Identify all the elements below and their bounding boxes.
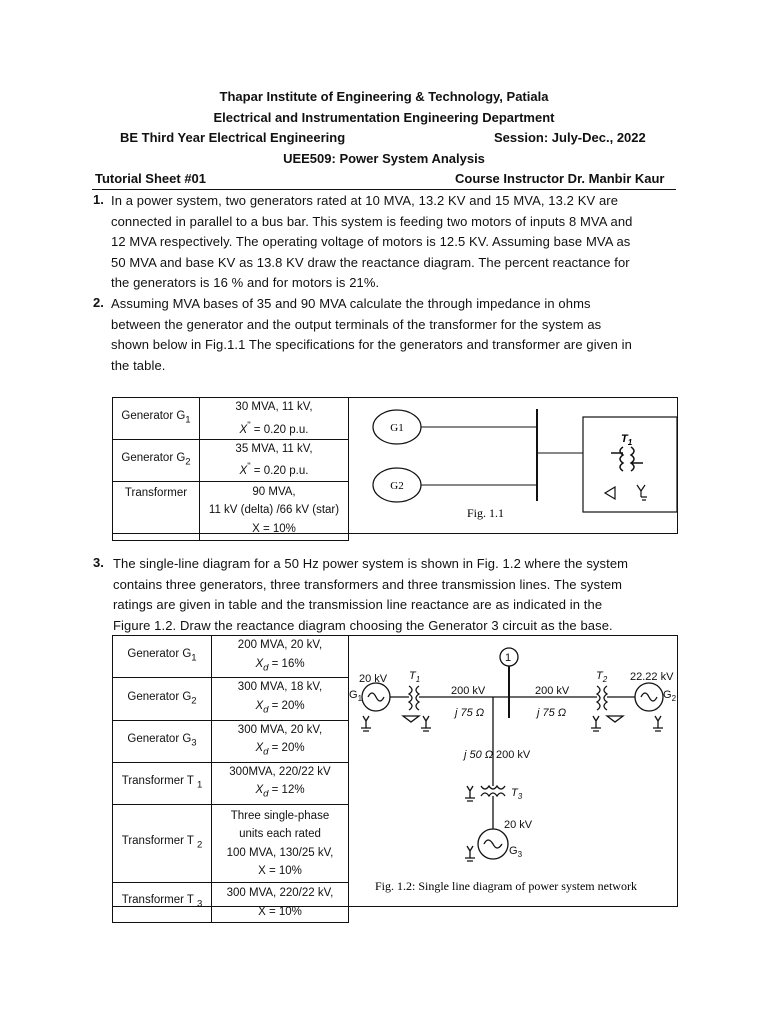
g3-kv-label: 20 kV [504, 819, 533, 831]
g1-kv-label: 20 kV [359, 673, 388, 685]
fig-1-2-diagram [349, 636, 677, 906]
t1-secondary [416, 686, 419, 710]
table2-row-t2-name: Transformer T $_2$ [113, 805, 212, 883]
line-down-kv-label: 200 kV [496, 749, 531, 761]
g1-ground [361, 716, 371, 731]
table2-row-t1-spec: 300MVA, 220/22 kV $X_d = 12\%$ [212, 762, 349, 804]
question-2-number: 2. [93, 295, 104, 310]
g2-ground [653, 716, 663, 731]
table2-row-g2-name: Generator $G_2$ [113, 678, 212, 720]
course-title: UEE509: Power System Analysis [283, 151, 485, 166]
spec-table-2 [112, 635, 349, 923]
star-ground-symbol [637, 485, 647, 500]
t2-primary [597, 686, 600, 710]
t2-ground [591, 716, 601, 731]
t1-label: $T_1$ [621, 433, 633, 447]
g3-sine [484, 840, 502, 848]
question-3-number: 3. [93, 555, 104, 570]
year-label: BE Third Year Electrical Engineering [120, 130, 346, 145]
table2-row-g2-spec: 300 MVA, 18 kV, $X_d = 20\%$ [212, 678, 349, 720]
department-title: Electrical and Instrumentation Engineering Department [213, 110, 555, 125]
question-3-text: The single-line diagram for a 50 Hz power system is shown in Fig. 1.2 where the system contains three generators, three transformers and three transmission lines. The system ratings are given in table and the transmission line reactance are as indicated in the Figure 1.2. Draw the reactance diagram choosing the Generator 3 circuit as the base. [113, 556, 629, 633]
delta-symbol [605, 487, 615, 499]
t3-ground [465, 786, 475, 801]
transformer-box [583, 417, 677, 512]
line-right-x-label: j 75 Ω [537, 707, 567, 719]
g3-ground [465, 846, 475, 861]
table1-g2-spec: 35 MVA, 11 kV, X" = 0.20 p.u. [200, 439, 349, 481]
line-right-kv-label: 200 kV [535, 685, 570, 697]
line-left-x-label: j 75 Ω [455, 707, 485, 719]
g1-label: $G_1$ [349, 689, 363, 703]
institute-title: Thapar Institute of Engineering & Technology, Patiala [219, 89, 549, 104]
g2-kv-label: 22.22 kV [630, 671, 674, 683]
transformer-secondary-coil [631, 447, 643, 471]
g2-sine [641, 693, 657, 701]
question-1-number: 1. [93, 192, 104, 207]
table2-row-g3-name: Generator $G_3$ [113, 720, 212, 762]
sheet-label: Tutorial Sheet #01 [95, 171, 207, 186]
table2-row-g3-spec: 300 MVA, 20 kV, $X_d = 20\%$ [212, 720, 349, 762]
t1-primary [409, 686, 412, 710]
table1-transformer-spec: 90 MVA, 11 kV (delta) /66 kV (star) X = 10% [200, 481, 349, 540]
t2-delta [607, 716, 623, 722]
fig-1-2-caption: Fig. 1.2: Single line diagram of power system network [375, 879, 637, 893]
g3-label: $G_3$ [509, 845, 523, 859]
table2-row-t2-spec: Three single-phase units each rated 100 MVA, 130/25 kV, X = 10% [212, 805, 349, 883]
table1-transformer-name: Transformer [113, 481, 200, 540]
table1-g2-name: Generator $G_2$ [113, 439, 200, 481]
fig-1-1-caption: Fig. 1.1 [467, 506, 505, 520]
question-1-text: In a power system, two generators rated at 10 MVA, 13.2 KV and 15 MVA, 13.2 KV are connected in parallel to a bus bar. This system is feeding two motors of inputs 8 MVA and 12 MVA respectively. The operating voltage of motors is 12.5 KV. Assuming base MVA as 50 MVA and base KV as 13.8 KV draw the reactance diagram. The percent reactance for the generators is 16 % and for motors is 21%. [111, 193, 633, 291]
g1-label: G1 [390, 422, 404, 434]
g1-sine [368, 693, 384, 701]
g2-label: G2 [390, 480, 404, 492]
table2-row-t1-name: Transformer T $_1$ [113, 762, 212, 804]
session-label: Session: July-Dec., 2022 [494, 130, 646, 145]
line-left-kv-label: 200 kV [451, 685, 486, 697]
t1-ground [421, 716, 431, 731]
t3-primary [481, 786, 505, 789]
line-down-x-label: j 50 Ω [464, 749, 494, 761]
fig-1-1-diagram [349, 397, 678, 534]
question-2-text: Assuming MVA bases of 35 and 90 MVA calculate the through impedance in ohms between the generator and the output terminals of the transformer for the system as shown below in Fig.1.1 The specifications for the generators and transformer are given in the table. [111, 296, 632, 373]
transformer-primary-coil [611, 447, 623, 471]
bus-1-label: 1 [505, 652, 512, 664]
t1-label: $T_1$ [409, 670, 421, 684]
g2-label: $G_2$ [663, 689, 677, 703]
header-divider [92, 189, 676, 190]
instructor-label: Course Instructor Dr. Manbir Kaur [455, 171, 665, 186]
table1-g1-name: Generator $G_1$ [113, 398, 200, 440]
t3-secondary [481, 793, 505, 796]
t1-delta [403, 716, 419, 722]
table2-row-t3-name: Transformer T $_3$ [113, 883, 212, 923]
table2-row-t3-spec: 300 MVA, 220/22 kV, X = 10% [212, 883, 349, 923]
table2-row-g1-spec: 200 MVA, 20 kV, $X_d = 16\%$ [212, 636, 349, 678]
table2-row-g1-name: Generator $G_1$ [113, 636, 212, 678]
spec-table-1 [112, 397, 349, 541]
table1-g1-spec: 30 MVA, 11 kV, X" = 0.20 p.u. [200, 398, 349, 440]
t2-secondary [604, 686, 607, 710]
t3-label: $T_3$ [511, 787, 523, 801]
t2-label: $T_2$ [596, 670, 608, 684]
